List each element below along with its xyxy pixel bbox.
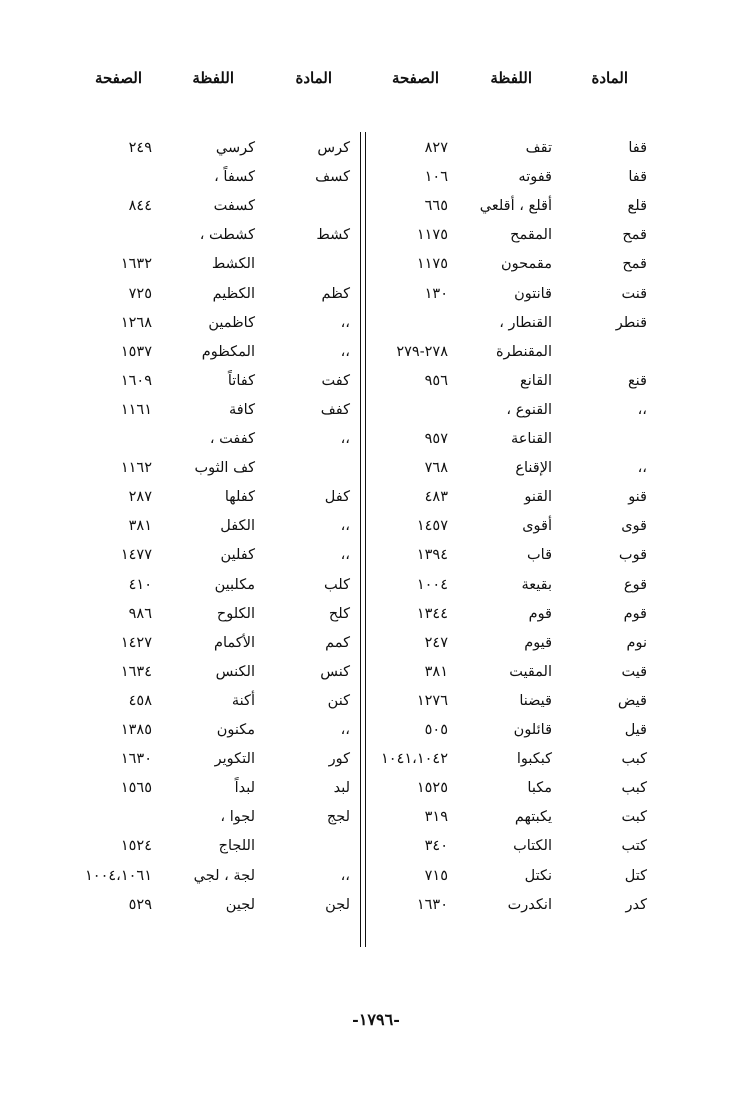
- left-row-word: كافة: [228, 402, 255, 418]
- left-row-root: كفت: [321, 373, 350, 389]
- left-row-root: ،،: [340, 431, 350, 447]
- left-row-root: كظم: [321, 286, 350, 302]
- right-row-root: قيض: [617, 693, 647, 709]
- left-row-word: لبداً: [234, 780, 255, 796]
- right-row-root: قوب: [618, 547, 647, 563]
- left-row-page: ٥٢٩: [128, 897, 152, 913]
- header-root-right: المادة: [591, 69, 628, 87]
- right-row-page: ٦٦٥: [424, 198, 448, 214]
- left-row-root: ،،: [340, 518, 350, 534]
- left-row-root: ،،: [340, 315, 350, 331]
- left-row-page: ١٤٢٧: [120, 635, 152, 651]
- right-row-root: كتب: [621, 838, 647, 854]
- right-row-root: قوم: [623, 606, 647, 622]
- right-row-page: ٣٤٠: [424, 838, 448, 854]
- right-row-root: نوم: [626, 635, 647, 651]
- right-row-word: القانع: [520, 373, 552, 389]
- right-row-word: الإقناع: [515, 460, 552, 476]
- left-row-page: ٧٢٥: [128, 286, 152, 302]
- left-row-root: كنس: [320, 664, 350, 680]
- left-row-page: ١٥٦٥: [120, 780, 152, 796]
- right-row-word: قاب: [527, 547, 552, 563]
- right-row-word: القنوع ،: [506, 402, 552, 418]
- left-row-page: ٢٨٧: [128, 489, 152, 505]
- right-row-root: قنع: [627, 373, 647, 389]
- left-row-root: كور: [328, 751, 350, 767]
- left-row-page: ١٦٣٢: [120, 256, 152, 272]
- left-row-word: كفاتاً: [227, 373, 255, 389]
- right-row-page: ١٤٥٧: [416, 518, 448, 534]
- right-row-word: أقلع ، أقلعي: [479, 198, 552, 214]
- left-row-root: كلب: [324, 577, 350, 593]
- right-row-root: كبب: [621, 780, 647, 796]
- right-row-page: ١١٧٥: [416, 256, 448, 272]
- left-row-page: ٣٨١: [128, 518, 152, 534]
- right-row-root: كبت: [621, 809, 647, 825]
- right-row-root: قمح: [622, 227, 647, 243]
- right-row-word: القنو: [524, 489, 552, 505]
- right-row-word: المقمح: [510, 227, 552, 243]
- left-row-root: كفف: [320, 402, 350, 418]
- right-row-page: ٥٠٥: [424, 722, 448, 738]
- right-row-page: ٢٤٧: [424, 635, 448, 651]
- right-row-word: قانتون: [514, 286, 552, 302]
- left-row-word: كشطت ،: [199, 227, 255, 243]
- right-row-page: ١٣٤٤: [416, 606, 448, 622]
- right-row-page: ٢٧٨-٢٧٩: [396, 344, 448, 360]
- left-row-root: كنن: [327, 693, 350, 709]
- right-row-word: تقف: [525, 140, 552, 156]
- right-row-page: ١٠٤١،١٠٤٢: [381, 751, 448, 767]
- right-row-word: قفوته: [518, 169, 552, 185]
- left-row-page: ٨٤٤: [128, 198, 152, 214]
- right-row-page: ١٠٦: [424, 169, 448, 185]
- left-row-word: الأكمام: [214, 635, 255, 651]
- right-row-root: قفا: [628, 169, 647, 185]
- right-row-root: قلع: [627, 198, 647, 214]
- right-row-word: مكبا: [527, 780, 552, 796]
- left-row-word: اللجاج: [218, 838, 255, 854]
- left-row-page: ٤١٠: [128, 577, 152, 593]
- right-row-word: قائلون: [513, 722, 552, 738]
- right-row-root: كدر: [625, 897, 647, 913]
- right-row-page: ٧٦٨: [424, 460, 448, 476]
- left-row-page: ١٥٣٧: [120, 344, 152, 360]
- right-row-root: قيت: [621, 664, 647, 680]
- left-row-page: ١٦٣٠: [120, 751, 152, 767]
- left-row-word: كرسي: [215, 140, 255, 156]
- right-row-page: ٤٨٣: [424, 489, 448, 505]
- right-row-word: القناعة: [510, 431, 552, 447]
- left-row-root: كفل: [324, 489, 350, 505]
- left-row-word: لجوا ،: [220, 809, 255, 825]
- left-row-word: الكنس: [215, 664, 255, 680]
- left-row-word: لجة ، لجي: [193, 868, 255, 884]
- left-row-word: الكفل: [220, 518, 255, 534]
- left-row-word: مكلبين: [214, 577, 255, 593]
- left-row-page: ١٣٨٥: [120, 722, 152, 738]
- left-row-word: كاظمين: [208, 315, 255, 331]
- right-row-word: مقمحون: [501, 256, 552, 272]
- right-row-page: ١٣٩٤: [416, 547, 448, 563]
- left-row-word: كسفاً ،: [214, 169, 255, 185]
- right-row-word: يكبتهم: [514, 809, 552, 825]
- left-row-root: لبد: [333, 780, 350, 796]
- left-row-word: كفلين: [220, 547, 255, 563]
- right-row-root: ،،: [637, 460, 647, 476]
- right-row-root: كتل: [624, 868, 647, 884]
- left-row-page: ٩٨٦: [128, 606, 152, 622]
- left-row-word: المكظوم: [201, 344, 255, 360]
- left-row-page: ٢٤٩: [128, 140, 152, 156]
- right-row-word: أقوى: [522, 518, 552, 534]
- right-row-root: قيل: [624, 722, 647, 738]
- right-row-page: ٣٨١: [424, 664, 448, 680]
- left-row-word: أكنة: [231, 693, 255, 709]
- right-row-root: كبب: [621, 751, 647, 767]
- left-row-root: ،،: [340, 547, 350, 563]
- right-row-word: المقنطرة: [495, 344, 552, 360]
- right-row-word: انكدرت: [507, 897, 552, 913]
- left-row-word: التكوير: [214, 751, 255, 767]
- right-row-root: قنو: [628, 489, 647, 505]
- left-row-word: الكشط: [211, 256, 255, 272]
- right-row-root: قوع: [623, 577, 647, 593]
- right-row-root: قمح: [622, 256, 647, 272]
- left-row-page: ١١٦١: [120, 402, 152, 418]
- left-row-page: ١٤٧٧: [120, 547, 152, 563]
- left-row-word: الكلوح: [216, 606, 255, 622]
- left-row-root: لجن: [325, 897, 350, 913]
- left-row-word: الكظيم: [212, 286, 255, 302]
- left-row-root: كرس: [317, 140, 350, 156]
- left-row-root: ،،: [340, 868, 350, 884]
- left-row-word: كفلها: [224, 489, 255, 505]
- left-row-page: ١٠٠٤،١٠٦١: [85, 868, 152, 884]
- right-row-page: ١٢٧٦: [416, 693, 448, 709]
- left-row-word: كففت ،: [209, 431, 255, 447]
- right-row-page: ٧١٥: [424, 868, 448, 884]
- left-row-root: كمم: [325, 635, 350, 651]
- column-divider: [360, 132, 366, 947]
- left-row-root: لجج: [326, 809, 350, 825]
- left-row-word: كف الثوب: [194, 460, 255, 476]
- right-row-page: ١١٧٥: [416, 227, 448, 243]
- left-row-word: كسفت: [213, 198, 255, 214]
- left-row-root: ،،: [340, 722, 350, 738]
- right-row-word: قوم: [528, 606, 552, 622]
- page-number: -١٧٩٦-: [352, 1010, 400, 1029]
- header-page-left: الصفحة: [94, 69, 142, 87]
- right-row-word: بقيعة: [521, 577, 552, 593]
- right-row-root: قوى: [621, 518, 647, 534]
- right-row-word: قيضنا: [519, 693, 552, 709]
- right-row-word: القنطار ،: [499, 315, 552, 331]
- right-row-root: قفا: [628, 140, 647, 156]
- right-row-root: قنت: [621, 286, 647, 302]
- right-row-page: ١٦٣٠: [416, 897, 448, 913]
- left-row-word: لجين: [225, 897, 255, 913]
- left-row-root: ،،: [340, 344, 350, 360]
- left-row-page: ١٦٣٤: [120, 664, 152, 680]
- right-row-page: ٩٥٧: [424, 431, 448, 447]
- right-row-page: ١٠٠٤: [416, 577, 448, 593]
- left-row-page: ٤٥٨: [128, 693, 152, 709]
- header-page-right: الصفحة: [391, 69, 439, 87]
- right-row-root: ،،: [637, 402, 647, 418]
- left-row-page: ١٦٠٩: [120, 373, 152, 389]
- right-row-page: ٣١٩: [424, 809, 448, 825]
- right-row-page: ١٥٢٥: [416, 780, 448, 796]
- right-row-word: الكتاب: [513, 838, 552, 854]
- right-row-word: المقيت: [509, 664, 552, 680]
- left-row-page: ١٥٢٤: [120, 838, 152, 854]
- left-row-root: كسف: [315, 169, 350, 185]
- right-row-root: قنطر: [615, 315, 647, 331]
- left-row-page: ١١٦٢: [120, 460, 152, 476]
- left-row-word: مكنون: [216, 722, 255, 738]
- left-row-root: كشط: [316, 227, 350, 243]
- left-row-page: ١٢٦٨: [120, 315, 152, 331]
- header-word-right: اللفظة: [490, 69, 532, 87]
- header-root-left: المادة: [295, 69, 332, 87]
- right-row-word: نكتل: [524, 868, 552, 884]
- header-word-left: اللفظة: [192, 69, 234, 87]
- right-row-word: كبكبوا: [516, 751, 552, 767]
- right-row-word: قيوم: [524, 635, 552, 651]
- right-row-page: ٨٢٧: [424, 140, 448, 156]
- right-row-page: ٩٥٦: [424, 373, 448, 389]
- right-row-page: ١٣٠: [424, 286, 448, 302]
- left-row-root: كلح: [328, 606, 350, 622]
